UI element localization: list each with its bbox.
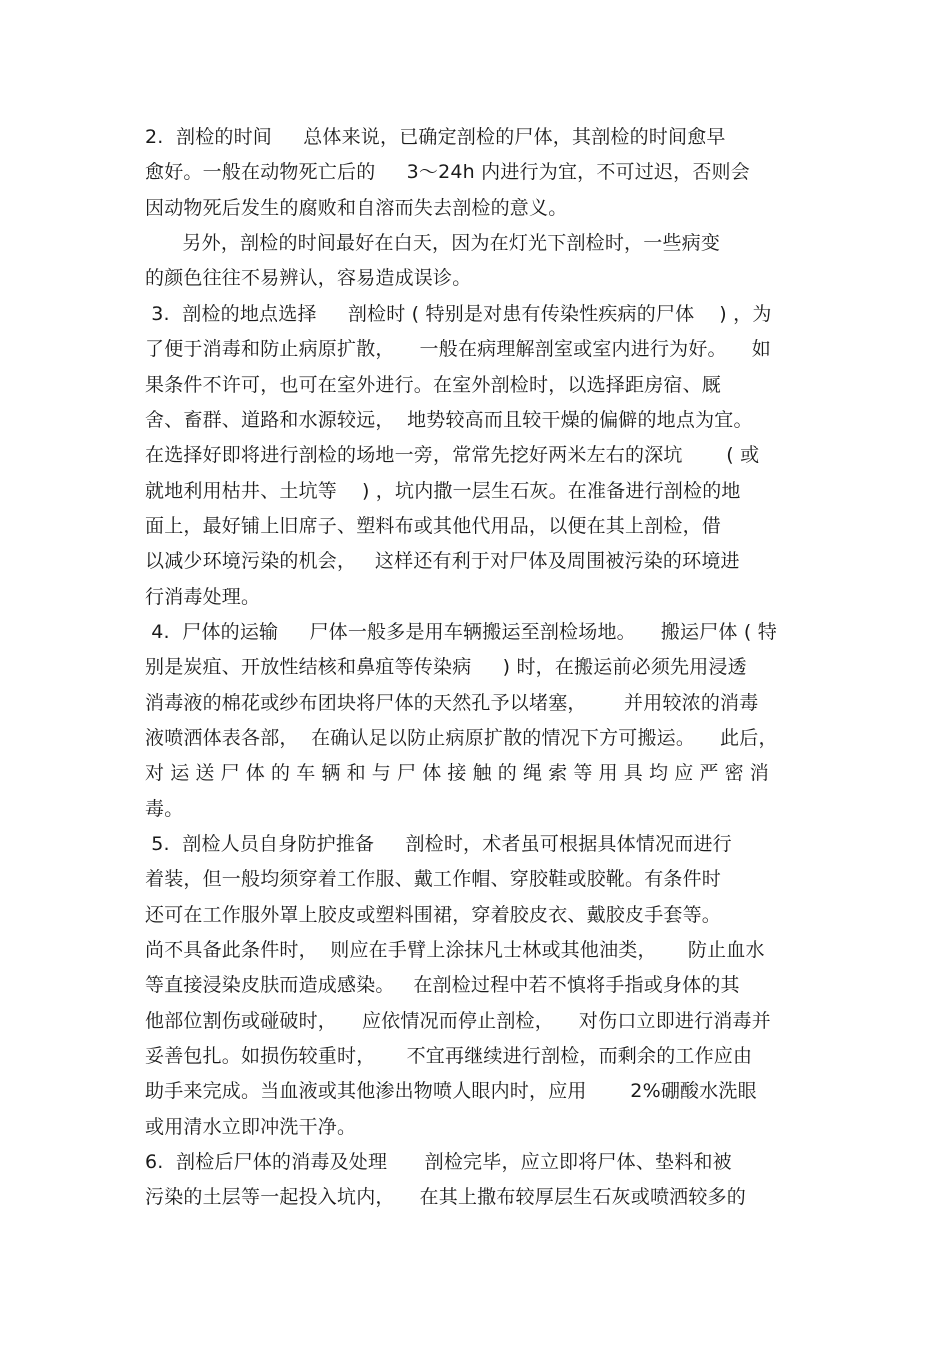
text-line: 愈好。一般在动物死亡后的 3～24h 内进行为宜，不可过迟，否则会 bbox=[145, 161, 750, 183]
text-line: 在选择好即将进行剖检的场地一旁，常常先挖好两米左右的深坑 ( 或 bbox=[145, 444, 760, 466]
text-line: 4. 尸体的运输 尸体一般多是用车辆搬运至剖检场地。 搬运尸体 ( 特 bbox=[145, 621, 777, 643]
text-line: 尚不具备此条件时， 则应在手臂上涂抹凡士林或其他油类， 防止血水 bbox=[145, 939, 765, 961]
text-line: 等直接浸染皮肤而造成感染。 在剖检过程中若不慎将手指或身体的其 bbox=[145, 974, 740, 996]
text-line: 液喷洒体表各部， 在确认足以防止病原扩散的情况下方可搬运。 此后， bbox=[145, 727, 778, 749]
text-line: 对运送尸体的车辆和与尸体接触的绳索等用具均应严密消 bbox=[145, 762, 776, 784]
text-line: 或用清水立即冲洗干净。 bbox=[145, 1116, 357, 1138]
text-line: 的颜色往往不易辨认，容易造成误诊。 bbox=[145, 267, 472, 289]
text-line: 果条件不许可，也可在室外进行。在室外剖检时，以选择距房宿、厩 bbox=[145, 374, 722, 396]
text-line: 毒。 bbox=[145, 798, 184, 820]
text-line: 以减少环境污染的机会， 这样还有利于对尸体及周围被污染的环境进 bbox=[145, 550, 740, 572]
text-line: 行消毒处理。 bbox=[145, 586, 261, 608]
text-line: 着装，但一般均须穿着工作服、戴工作帽、穿胶鞋或胶靴。有条件时 bbox=[145, 868, 722, 890]
text-line: 5. 剖检人员自身防护推备 剖检时，术者虽可根据具体情况而进行 bbox=[145, 833, 732, 855]
text-line: 3. 剖检的地点选择 剖检时 ( 特别是对患有传染性疾病的尸体 ) ，为 bbox=[145, 303, 772, 325]
text-line: 还可在工作服外罩上胶皮或塑料围裙，穿着胶皮衣、戴胶皮手套等。 bbox=[145, 904, 722, 926]
text-line: 另外，剖检的时间最好在白天，因为在灯光下剖检时，一些病变 bbox=[145, 232, 721, 254]
text-line: 妥善包扎。如损伤较重时， 不宜再继续进行剖检，而剩余的工作应由 bbox=[145, 1045, 753, 1067]
text-line: 别是炭疽、开放性结核和鼻疽等传染病 ) 时，在搬运前必须先用浸透 bbox=[145, 656, 747, 678]
text-line: 舍、畜群、道路和水源较远， 地势较高而且较干燥的偏僻的地点为宜。 bbox=[145, 409, 753, 431]
text-line: 就地利用枯井、土坑等 ) ，坑内撒一层生石灰。在准备进行剖检的地 bbox=[145, 480, 741, 502]
text-line: 助手来完成。当血液或其他渗出物喷人眼内时，应用 2%硼酸水洗眼 bbox=[145, 1080, 757, 1102]
text-line: 他部位割伤或碰破时， 应依情况而停止剖检， 对伤口立即进行消毒并 bbox=[145, 1010, 771, 1032]
text-line: 了便于消毒和防止病原扩散， 一般在病理解剖室或室内进行为好。 如 bbox=[145, 338, 771, 360]
text-line: 6. 剖检后尸体的消毒及处理 剖检完毕，应立即将尸体、垫料和被 bbox=[145, 1151, 732, 1173]
text-line: 污染的土层等一起投入坑内， 在其上撒布较厚层生石灰或喷洒较多的 bbox=[145, 1186, 746, 1208]
text-line: 2. 剖检的时间 总体来说，已确定剖检的尸体，其剖检的时间愈早 bbox=[145, 126, 726, 148]
text-line: 消毒液的棉花或纱布团块将尸体的天然孔予以堵塞， 并用较浓的消毒 bbox=[145, 692, 759, 714]
text-line: 因动物死后发生的腐败和自溶而失去剖检的意义。 bbox=[145, 197, 568, 219]
text-line: 面上，最好铺上旧席子、塑料布或其他代用品，以便在其上剖检，借 bbox=[145, 515, 722, 537]
